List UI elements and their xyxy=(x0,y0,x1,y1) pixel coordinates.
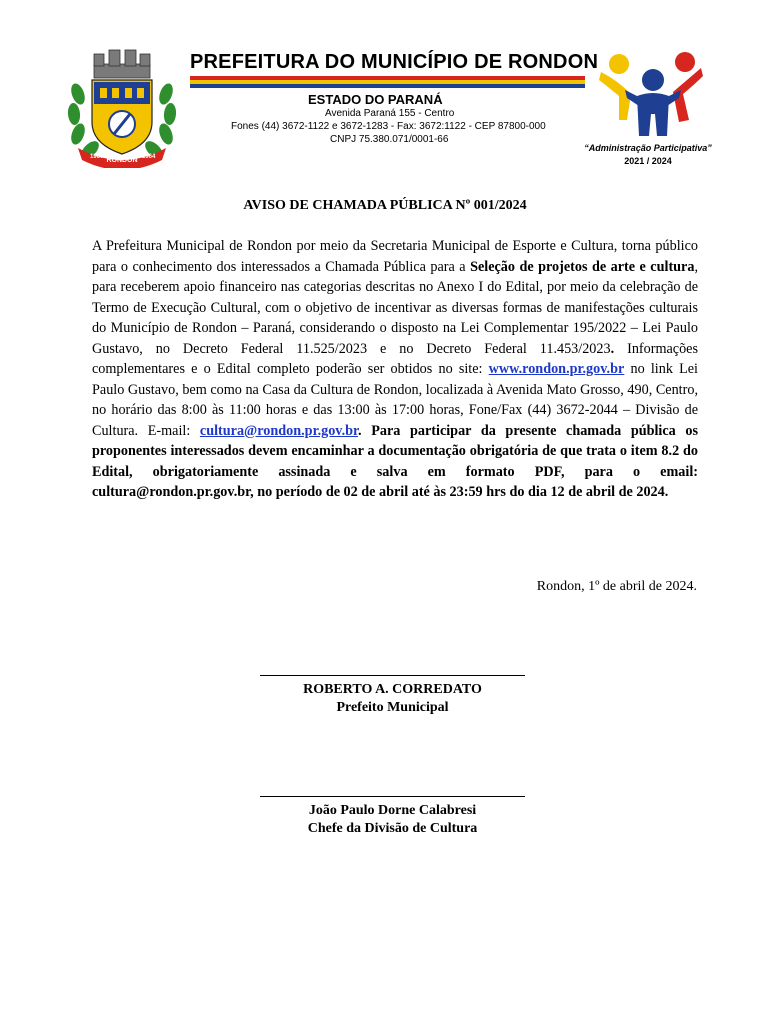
dateline: Rondon, 1º de abril de 2024. xyxy=(536,579,697,594)
signer-name: ROBERTO A. CORREDATO xyxy=(303,682,482,697)
body-text-2: , para receberem apoio financeiro nas categorias descritas no Anexo I do Edital, por meio da celebração de Termo de Execução Cultural, com o objetivo de incentivar as diversas formas de manifestações culturais do Município de Rondon – Paraná, considerando o disposto na Lei Complementar 195/2022 – Lei Paulo Gustavo, no Decreto Federal 11.525/2023 e no Decreto Federal 11.453/2023 xyxy=(92,258,698,357)
crest-year-right: 1964 xyxy=(142,154,156,160)
color-stripes xyxy=(190,76,585,88)
phones: Fones (44) 3672-1122 e 3672-1283 - Fax: 3672:1122 - CEP 87800-000 xyxy=(231,121,546,132)
body-bold-2: . xyxy=(610,340,615,357)
administration-logo xyxy=(597,50,705,142)
signature-block-culture xyxy=(260,796,525,838)
signature-block-mayor xyxy=(260,675,525,717)
administration-years: 2021 / 2024 xyxy=(624,156,672,166)
crest-label: RONDON xyxy=(106,157,138,164)
administration-motto: “Administração Participativa” xyxy=(584,143,712,153)
body-text-1: A Prefeitura Municipal de Rondon por meio da Secretaria Municipal de Esporte e Cultura, torna público para o conhecimento dos interessados a Chamada Pública para a xyxy=(92,238,698,275)
signer-name: João Paulo Dorne Calabresi xyxy=(308,803,477,818)
letterhead xyxy=(190,50,599,146)
body-bold-1: Seleção de projetos de arte e cultura xyxy=(470,258,695,275)
signer-role: Chefe da Divisão de Cultura xyxy=(307,821,478,836)
body-text-3: Informações complementares e o Edital completo poderão ser obtidos no site: xyxy=(92,340,698,377)
notice-body xyxy=(92,236,698,503)
site-link[interactable]: www.rondon.pr.gov.br xyxy=(488,361,625,377)
signature-line xyxy=(260,796,525,797)
notice-title: AVISO DE CHAMADA PÚBLICA Nº 001/2024 xyxy=(243,198,527,213)
email-link[interactable]: cultura@rondon.pr.gov.br xyxy=(199,422,359,439)
signature-line xyxy=(260,675,525,676)
body-text-4: no link Lei Paulo Gustavo, bem como na Casa da Cultura de Rondon, localizada à Avenida Mato Grosso, 490, Centro, no horário das 8:00 às 11:00 horas e das 13:00 às 17:00 horas, Fone/Fax (44) 3672-2044 – Divisão de Cultura. E-mail: xyxy=(92,361,698,439)
cnpj: CNPJ 75.380.071/0001-66 xyxy=(330,134,449,145)
body-bold-3: Para participar da presente chamada pública os proponentes interessados devem encaminhar a documentação obrigatória de que trata o item 8.2 do Edital, obrigatoriamente assinada e salva em formato PDF, para o email: cultura@rondon.pr.gov.br, no período de 02 de abril até às 23:59 hrs do dia 12 de abril de 2024. xyxy=(92,422,699,500)
stripe-blue xyxy=(190,84,585,88)
address: Avenida Paraná 155 - Centro xyxy=(325,108,455,119)
signer-role: Prefeito Municipal xyxy=(336,700,449,715)
municipal-crest-logo xyxy=(64,44,180,168)
crest-year-left: 1960 xyxy=(90,154,104,160)
body-bold-dot: . xyxy=(358,422,372,439)
state-name: ESTADO DO PARANÁ xyxy=(308,92,443,107)
municipality-title: PREFEITURA DO MUNICÍPIO DE RONDON xyxy=(190,51,599,73)
